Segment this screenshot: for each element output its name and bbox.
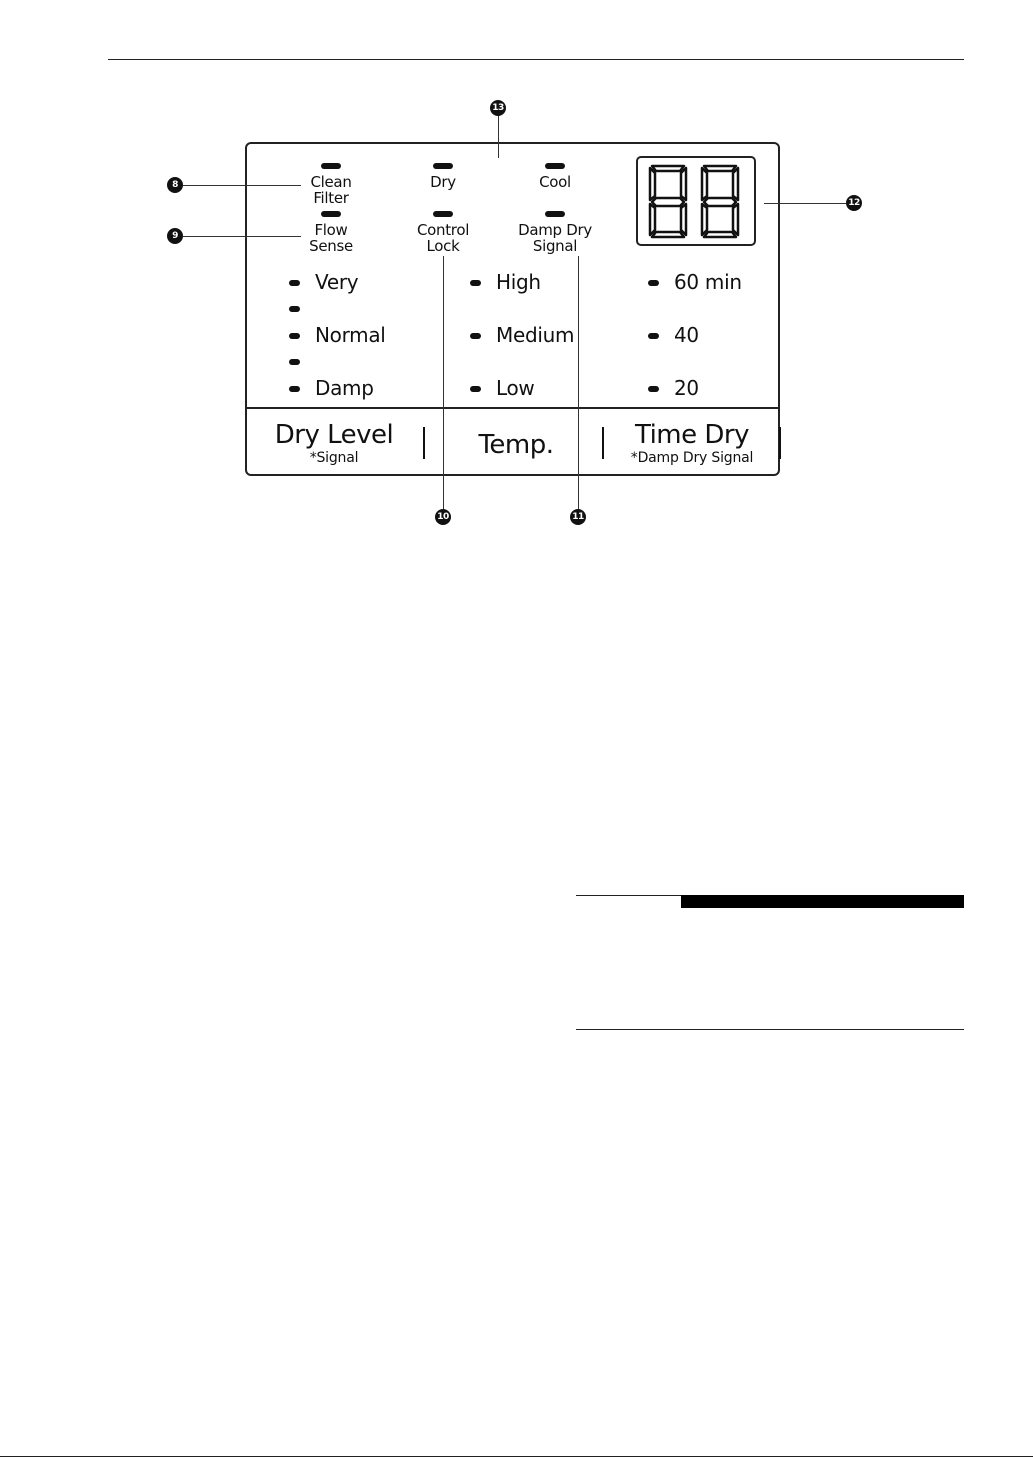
dry-level-option: Damp xyxy=(315,376,374,400)
seven-segment-digits xyxy=(638,158,754,244)
callout-9-leader xyxy=(183,236,301,237)
callout-8-icon: 8 xyxy=(167,177,183,193)
button-separator xyxy=(779,427,781,459)
dry-level-button[interactable]: Dry Level xyxy=(274,420,394,450)
time-dry-button[interactable]: Time Dry xyxy=(635,420,749,450)
time-20-led xyxy=(648,386,659,392)
damp-dry-signal-label: Damp Dry Signal xyxy=(518,221,592,255)
dry-label: Dry xyxy=(430,173,456,191)
time-40-led xyxy=(648,333,659,339)
temp-medium-led xyxy=(470,333,481,339)
dry-led xyxy=(433,163,453,169)
dry-level-button-sub: *Signal xyxy=(309,450,359,466)
control-lock-led xyxy=(433,211,453,217)
callout-8-leader xyxy=(183,185,301,186)
dry-level-very-led xyxy=(289,280,300,286)
button-separator xyxy=(602,427,604,459)
note-rule-bottom xyxy=(576,1029,964,1030)
time-display xyxy=(636,156,756,246)
flow-sense-label: Flow Sense xyxy=(309,221,353,255)
temp-low-led xyxy=(470,386,481,392)
clean-filter-led xyxy=(321,163,341,169)
dry-level-option: Normal xyxy=(315,323,386,347)
flow-sense-led xyxy=(321,211,341,217)
panel-button-divider xyxy=(245,407,780,409)
temp-option: High xyxy=(496,270,541,294)
note-rule-top-bar xyxy=(681,895,964,908)
temp-button[interactable]: Temp. xyxy=(478,430,554,460)
callout-10-icon: 10 xyxy=(435,509,451,525)
cool-label: Cool xyxy=(539,173,571,191)
callout-11-icon: 11 xyxy=(570,509,586,525)
temp-high-led xyxy=(470,280,481,286)
dry-level-step-led xyxy=(289,306,300,312)
dry-level-step-led xyxy=(289,359,300,365)
time-dry-button-sub: *Damp Dry Signal xyxy=(630,450,754,466)
dry-level-damp-led xyxy=(289,386,300,392)
damp-dry-signal-led xyxy=(545,211,565,217)
control-lock-label: Control Lock xyxy=(416,221,470,255)
temp-option: Medium xyxy=(496,323,575,347)
temp-option: Low xyxy=(496,376,535,400)
callout-12-leader xyxy=(764,203,846,204)
time-60-led xyxy=(648,280,659,286)
dry-level-normal-led xyxy=(289,333,300,339)
button-separator xyxy=(423,427,425,459)
time-option: 20 xyxy=(674,376,699,400)
callout-11-leader xyxy=(578,256,579,510)
clean-filter-label: Clean Filter xyxy=(310,173,352,207)
callout-10-leader xyxy=(443,256,444,510)
callout-13-icon: 13 xyxy=(490,100,506,116)
header-rule xyxy=(108,59,964,60)
callout-9-icon: 9 xyxy=(167,228,183,244)
callout-12-icon: 12 xyxy=(846,195,862,211)
callout-13-leader xyxy=(498,116,499,158)
time-option: 40 xyxy=(674,323,699,347)
time-option: 60 min xyxy=(674,270,742,294)
footer-rule xyxy=(0,1456,1033,1457)
dry-level-option: Very xyxy=(315,270,359,294)
cool-led xyxy=(545,163,565,169)
